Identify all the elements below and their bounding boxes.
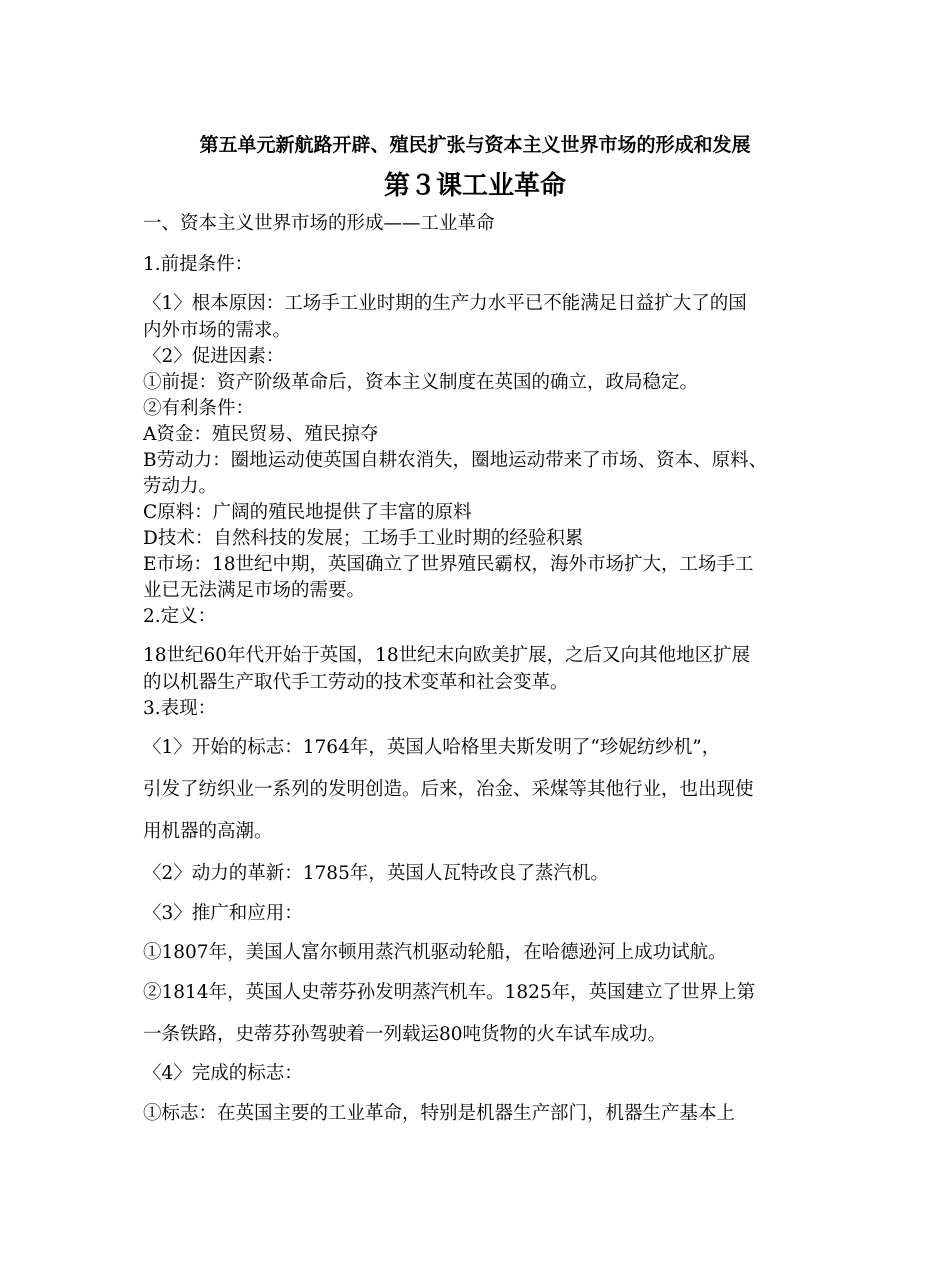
- paragraph-line: 〈1〉根本原因：工场手工业时期的生产力水平已不能满足日益扩大了的国: [143, 293, 747, 314]
- paragraph-line: 〈1〉开始的标志：1764年，英国人哈格里夫斯发明了“珍妮纺纱机”，: [143, 737, 721, 758]
- paragraph-line: 1.前提条件：: [143, 254, 254, 275]
- lesson-title: 第３课工业革命: [383, 171, 566, 201]
- paragraph-line: ②有利条件：: [143, 398, 255, 419]
- paragraph-line: 2.定义：: [143, 606, 217, 627]
- paragraph-line: 引发了纺织业一系列的发明创造。后来，冶金、采煤等其他行业，也出现使: [143, 779, 754, 800]
- paragraph-line: E市场：18世纪中期，英国确立了世界殖民霸权，海外市场扩大，工场手工: [143, 554, 754, 575]
- paragraph-line: 〈2〉动力的革新：1785年，英国人瓦特改良了蒸汽机。: [143, 863, 609, 884]
- paragraph-line: 18世纪60年代开始于英国，18世纪末向欧美扩展，之后又向其他地区扩展: [143, 645, 751, 666]
- paragraph-line: 一条铁路，史蒂芬孙驾驶着一列载运80吨货物的火车试车成功。: [143, 1024, 667, 1045]
- paragraph-line: 〈2〉促进因素：: [143, 346, 285, 367]
- paragraph-line: B劳动力：圈地运动使英国自耕农消失，圈地运动带来了市场、资本、原料、: [143, 450, 768, 471]
- paragraph-line: 3.表现：: [143, 698, 217, 719]
- paragraph-line: 劳动力。: [143, 476, 218, 497]
- paragraph-line: ①前提：资产阶级革命后，资本主义制度在英国的确立，政局稳定。: [143, 372, 699, 393]
- paragraph-line: 的以机器生产取代手工劳动的技术变革和社会变革。: [143, 672, 569, 693]
- paragraph-line: D技术：自然科技的发展；工场手工业时期的经验积累: [143, 528, 584, 549]
- paragraph-line: ①标志：在英国主要的工业革命，特别是机器生产部门，机器生产基本上: [143, 1103, 736, 1124]
- paragraph-line: 〈4〉完成的标志：: [143, 1063, 303, 1084]
- paragraph-line: 业已无法满足市场的需要。: [143, 580, 366, 601]
- paragraph-line: 内外市场的需求。: [143, 320, 292, 341]
- section-heading: 一、资本主义世界市场的形成——工业革命: [143, 213, 495, 234]
- paragraph-line: 〈3〉推广和应用：: [143, 903, 303, 924]
- paragraph-line: A资金：殖民贸易、殖民掠夺: [143, 424, 379, 445]
- paragraph-line: ①1807年，美国人富尔顿用蒸汽机驱动轮船，在哈德逊河上成功试航。: [143, 942, 727, 963]
- unit-subtitle: 第五单元新航路开辟、殖民扩张与资本主义世界市场的形成和发展: [199, 134, 751, 156]
- paragraph-line: ②1814年，英国人史蒂芬孙发明蒸汽机车。1825年，英国建立了世界上第: [143, 982, 756, 1003]
- paragraph-line: 用机器的高潮。: [143, 821, 273, 842]
- paragraph-line: C原料：广阔的殖民地提供了丰富的原料: [143, 502, 472, 523]
